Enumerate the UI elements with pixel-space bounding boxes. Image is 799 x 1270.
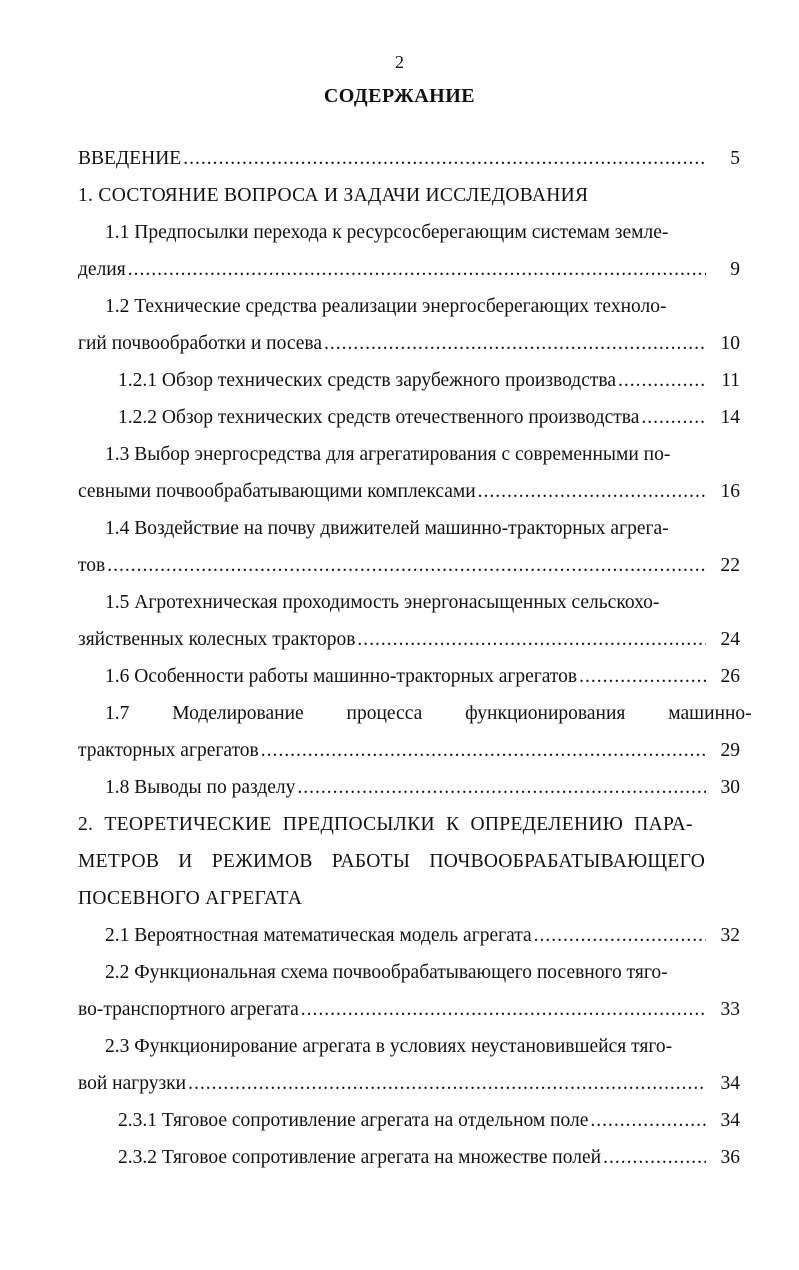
toc-entry-text: 2. ТЕОРЕТИЧЕСКИЕ ПРЕДПОСЫЛКИ К ОПРЕДЕЛЕНИЮ ПАРА-	[78, 814, 693, 835]
toc-entry-text: 1.2 Технические средства реализации энергосберегающих техноло-	[105, 296, 667, 317]
toc-entry-text: тов	[78, 555, 106, 576]
toc-chapter-1-heading	[78, 177, 740, 214]
leader-dots	[297, 769, 706, 806]
leader-dots	[188, 1065, 706, 1102]
toc-chapter-2-heading-line2	[78, 843, 740, 880]
toc-entry-page: 14	[720, 407, 740, 428]
toc-entry-text: 2.3.1 Тяговое сопротивление агрегата на отдельном поле	[118, 1110, 589, 1131]
toc-entry-1-1-line2	[78, 251, 740, 288]
leader-dots	[641, 399, 706, 436]
toc-entry-page: 34	[720, 1073, 740, 1094]
leader-dots	[534, 917, 706, 954]
toc-entry-2-3-1	[78, 1102, 740, 1139]
toc-entry-page: 5	[730, 148, 740, 169]
toc-entry-1-4-line2	[78, 547, 740, 584]
toc-entry-page: 30	[720, 777, 740, 798]
toc-entry-page: 16	[720, 481, 740, 502]
toc-entry-text: 2.2 Функциональная схема почвообрабатывающего посевного тяго-	[105, 962, 668, 983]
toc-entry-text: 1.3 Выбор энергосредства для агрегатирования с современными по-	[105, 444, 671, 465]
leader-dots	[301, 991, 706, 1028]
toc-entry-text: 1.6 Особенности работы машинно-тракторных агрегатов	[105, 666, 578, 687]
toc-entry-text: 1.5 Агротехническая проходимость энергонасыщенных сельскохо-	[105, 592, 660, 613]
page-title: СОДЕРЖАНИЕ	[323, 85, 476, 107]
toc-entry-page: 10	[720, 333, 740, 354]
toc-entry-text: 1.8 Выводы по разделу	[105, 777, 296, 798]
toc-entry-1-2-line2	[78, 325, 740, 362]
toc-entry-text: во-транспортного агрегата	[78, 999, 299, 1020]
toc-entry-1-5-line2	[78, 621, 740, 658]
toc-entry-1-3-line2	[78, 473, 740, 510]
toc-chapter-2-heading-line1	[78, 806, 740, 843]
toc-entry-text: 1. СОСТОЯНИЕ ВОПРОСА И ЗАДАЧИ ИССЛЕДОВАНИЯ	[78, 185, 589, 206]
toc-entry-text: 2.1 Вероятностная математическая модель агрегата	[105, 925, 532, 946]
page-number: 2	[395, 52, 404, 72]
toc-entry-page: 24	[720, 629, 740, 650]
toc-entry-page: 29	[720, 740, 740, 761]
toc-entry-text: ПОСЕВНОГО АГРЕГАТА	[78, 888, 303, 909]
toc-entry-1-2-1	[78, 362, 740, 399]
toc-entry-text: делия	[78, 259, 126, 280]
leader-dots	[107, 547, 706, 584]
toc-entry-2-1	[78, 917, 740, 954]
toc-entry-2-3-2	[78, 1139, 740, 1176]
toc-entry-page: 34	[720, 1110, 740, 1131]
toc-entry-1-7-line1	[78, 695, 752, 732]
toc-entry-text: севными почвообрабатывающими комплексами	[78, 481, 476, 502]
toc-entry-1-2-2	[78, 399, 740, 436]
leader-dots	[183, 140, 706, 177]
toc-entry-text: 2.3 Функционирование агрегата в условиях неустановившейся тяго-	[105, 1036, 673, 1057]
toc-entry-page: 33	[720, 999, 740, 1020]
toc-entry-text: вой нагрузки	[78, 1073, 187, 1094]
leader-dots	[261, 732, 706, 769]
toc-entry-1-3-line1	[78, 436, 740, 473]
table-of-contents	[78, 140, 752, 1176]
toc-entry-text: 1.7 Моделирование процесса функционирования машинно-	[105, 703, 752, 724]
toc-entry-text: гий почвообработки и посева	[78, 333, 322, 354]
toc-entry-page: 26	[720, 666, 740, 687]
toc-entry-1-4-line1	[78, 510, 740, 547]
toc-entry-page: 11	[721, 370, 740, 391]
toc-entry-1-6	[78, 658, 740, 695]
toc-entry-text: ВВЕДЕНИЕ	[78, 148, 182, 169]
toc-entry-1-5-line1	[78, 584, 740, 621]
toc-entry-1-2-line1	[78, 288, 740, 325]
toc-entry-page: 32	[720, 925, 740, 946]
leader-dots	[579, 658, 706, 695]
toc-entry-text: 1.1 Предпосылки перехода к ресурсосберегающим системам земле-	[105, 222, 669, 243]
leader-dots	[478, 473, 706, 510]
leader-dots	[603, 1139, 706, 1176]
toc-entry-2-2-line1	[78, 954, 740, 991]
leader-dots	[618, 362, 706, 399]
toc-entry-1-7-line2	[78, 732, 740, 769]
toc-entry-page: 9	[730, 259, 740, 280]
toc-entry-text: зяйственных колесных тракторов	[78, 629, 356, 650]
leader-dots	[590, 1102, 706, 1139]
toc-entry-1-1-line1	[78, 214, 740, 251]
toc-entry-text: тракторных агрегатов	[78, 740, 259, 761]
toc-entry-text: 1.2.1 Обзор технических средств зарубежного производства	[118, 370, 617, 391]
toc-entry-2-3-line1	[78, 1028, 740, 1065]
toc-entry-introduction	[78, 140, 740, 177]
toc-entry-text: 1.4 Воздействие на почву движителей машинно-тракторных агрега-	[105, 518, 669, 539]
toc-entry-2-2-line2	[78, 991, 740, 1028]
toc-entry-page: 22	[720, 555, 740, 576]
toc-entry-text: 2.3.2 Тяговое сопротивление агрегата на множестве полей	[118, 1147, 602, 1168]
toc-entry-text: 1.2.2 Обзор технических средств отечественного производства	[118, 407, 640, 428]
toc-entry-page: 36	[720, 1147, 740, 1168]
leader-dots	[324, 325, 706, 362]
leader-dots	[357, 621, 706, 658]
toc-entry-text: МЕТРОВ И РЕЖИМОВ РАБОТЫ ПОЧВООБРАБАТЫВАЮЩЕГО	[78, 851, 706, 872]
toc-entry-2-3-line2	[78, 1065, 740, 1102]
toc-chapter-2-heading-line3	[78, 880, 740, 917]
toc-entry-1-8	[78, 769, 740, 806]
leader-dots	[128, 251, 706, 288]
